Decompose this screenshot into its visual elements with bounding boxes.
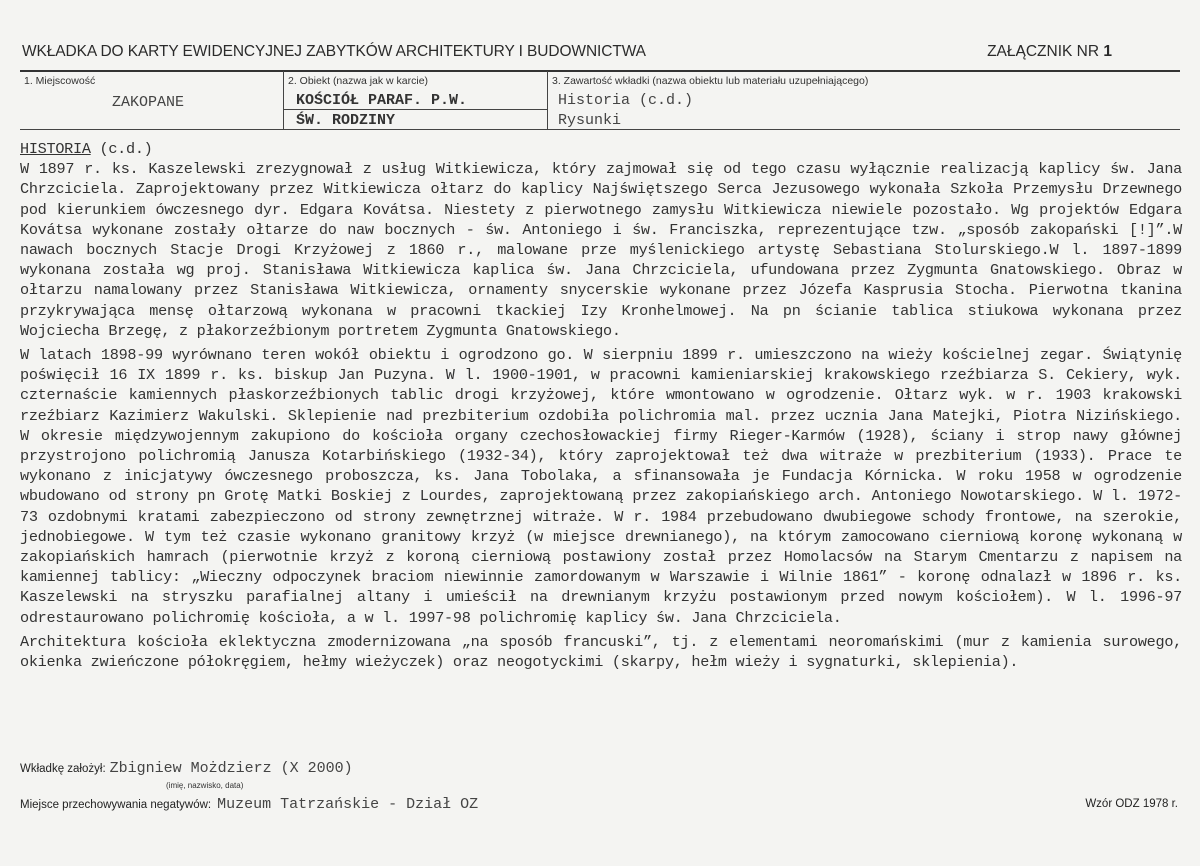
author-note: (imię, nazwisko, data) [166, 781, 244, 790]
author-row [20, 759, 353, 777]
field-contents-value [558, 91, 693, 131]
storage-row [20, 795, 478, 813]
field-place-label: 1. Miejscowość [24, 75, 96, 87]
paragraph-3: Architektura kościoła eklektyczna zmodernizowana „na sposób francuski”, tj. z elementami neoromańskimi (mur z kamienia surowego, okienka zwieńczone półokręgiem, hełmy wieżyczek) oraz neogotyckimi (skarpy, hełm wieży i sygnaturki, sklepienia). [20, 632, 1182, 672]
author-value: Zbigniew Możdzierz (X 2000) [109, 760, 353, 777]
form-fields [20, 71, 1180, 130]
field-object [283, 71, 547, 129]
field-place-value: ZAKOPANE [112, 94, 185, 111]
section-title-main: HISTORIA [20, 140, 91, 158]
field-object-value-line1: KOŚCIÓŁ PARAF. P.W. [296, 92, 468, 109]
field-object-value [296, 91, 467, 131]
storage-value: Muzeum Tatrzańskie - Dział OZ [217, 796, 479, 813]
annex-number: 1 [1103, 43, 1112, 60]
paragraph-2: W latach 1898-99 wyrównano teren wokół obiektu i ogrodzono go. W sierpniu 1899 r. umieszczono na wieży kościelnej zegar. Świątynię poświęcił 16 IX 1899 r. ks. biskup Jan Puzyna. W l. 1900-1901, w pracowni kamieniarskiej krakowskiego rzeźbiarza S. Cekiery, wyk. czternaście kamiennych płaskorzeźbionych tablic drogi krzyżowej, które wmontowano w ogrodzenie. Ołtarz wyk. w r. 1903 krakowski rzeźbiarz Kazimierz Wakulski. Sklepienie nad prezbiterium ozdobiła polichromia mal. przez ucznia Jana Matejki, Piotra Nizińskiego. W okresie międzywojennym zakupiono do kościoła organy czechosłowackiej firmy Rieger-Karmów (1928), ściany i strop nawy głównej przystrojono polichromią Janusza Kotarbińskiego (1932-34), który zaprojektował też dwa witraże w prezbiterium (1933). Prace te wykonano z inicjatywy ówczesnego proboszcza, ks. Jana Tobolaka, a sfinansowała je Fundacja Kórnicka. W roku 1958 w ogrodzenie wbudowano od strony pn Grotę Matki Boskiej z Lourdes, zaprojektowaną przez zakopiańskiego arch. Antoniego Nowotarskiego. W l. 1972-73 ozdobnymi kratami zabezpieczono od strony zewnętrznej witraże. W r. 1984 przebudowano dwubiegowe schody frontowe, na szerokie, jednobiegowe. W tym też czasie wykonano granitowy krzyż (w miejsce drewnianego), na którym zamocowano cierniową koronę wykonaną w zakopiańskich hamrach (pierwotnie krzyż z koroną cierniową postawiony został przez Homolacsów na Starym Cmentarzu z napisem na kamiennej tablicy: „Wieczny odpoczynek braciom niewinnie zamordowanym w Warszawie i Wilnie 1861” - koronę odnalazł w 1896 r. ks. Kaszelewski na stryszku parafialnej altany i umieścił na drewnianym krzyżu postawionym przed nowym kościołem). W l. 1996-97 odrestaurowano polichromię kościoła, a w l. 1997-98 polichromię kaplicy św. Jana Chrzciciela. [20, 346, 1182, 627]
form-title: WKŁADKA DO KARTY EWIDENCYJNEJ ZABYTKÓW ARCHITEKTURY I BUDOWNICTWA [22, 43, 646, 60]
history-content [20, 139, 1182, 676]
paragraph-1: W 1897 r. ks. Kaszelewski zrezygnował z usług Witkiewicza, który zajmował się od tego czasu wyłącznie realizacją kaplicy św. Jana Chrzciciela. Zaprojektowany przez Witkiewicza ołtarz do kaplicy Najświętszego Serca Jezusowego wykonała Szkoła Przemysłu Drzewnego pod kierunkiem ówczesnego dyr. Edgara Kovátsa. Niestety z pierwotnego zamysłu Witkiewicza niewiele pozostało. Wg projektów Edgara Kovátsa wykonane zostały ołtarze do naw bocznych - św. Antoniego i św. Franciszka, reprezentujące tzw. „sposób zakopański [!]”.W nawach bocznych Stacje Drogi Krzyżowej z 1860 r., malowane prze myślenickiego artystę Sebastiana Stolurskiego.W l. 1897-1899 wykonana została wg proj. Stanisława Witkiewicza kaplica św. Jana Chrzciciela, ufundowana przez Zygmunta Gnatowskiego. Obraz w ołtarzu namalowany przez Stanisława Witkiewicza, ornamenty snycerskie wykonane przez Józefa Kasprusia Stocha. Pierwotna tkanina przykrywająca mensę ołtarzową wykonana w pracowni tkackiej Izy Kronhelmowej. Na pn ścianie tablica stiukowa wykonana przez Wojciecha Brzegę, z płakorzeźbionym portretem Zygmunta Gnatowskiego. [20, 160, 1182, 340]
field-contents-label: 3. Zawartość wkładki (nazwa obiektu lub materiału uzupełniającego) [552, 75, 869, 87]
field-object-label: 2. Obiekt (nazwa jak w karcie) [288, 75, 429, 87]
field-contents-value-line2: Rysunki [558, 112, 622, 129]
storage-label: Miejsce przechowywania negatywów: [20, 799, 212, 811]
annex-label-text: ZAŁĄCZNIK NR [987, 43, 1100, 60]
annex-label [987, 43, 1112, 61]
form-id: Wzór ODZ 1978 r. [1085, 798, 1178, 810]
field-contents [547, 71, 1180, 129]
field-object-value-line2: ŚW. RODZINY [296, 112, 396, 129]
field-object-divider [284, 109, 547, 110]
section-title [20, 139, 1182, 159]
section-title-suffix: (c.d.) [90, 140, 153, 158]
field-contents-value-line1: Historia (c.d.) [558, 92, 694, 109]
field-place [20, 71, 283, 129]
author-label: Wkładkę założył: [20, 763, 106, 775]
